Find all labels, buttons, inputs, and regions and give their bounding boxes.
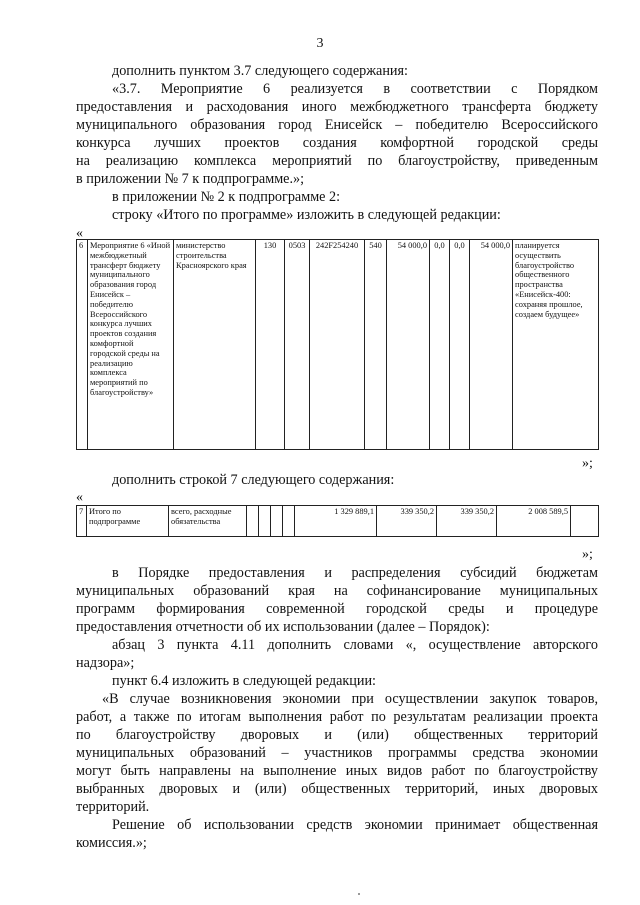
- table-subprogram-row: [76, 239, 599, 450]
- cell-value: 0,0: [450, 240, 470, 450]
- table-row: [77, 506, 599, 537]
- cell-number: 6: [77, 240, 88, 450]
- page-number: 3: [316, 36, 324, 51]
- paragraph-line: по благоустройству дворовых и (или) общественных территорий: [76, 727, 598, 743]
- cell-type: 540: [365, 240, 387, 450]
- paragraph-line: дополнить пунктом 3.7 следующего содержания:: [112, 63, 408, 79]
- cell-result: планируется осуществить благоустройство общественного пространства «Енисейск-400: сохраняя прошлое, создаем будущее»: [513, 240, 599, 450]
- paragraph-line: муниципальных образований края на софинансирование муниципальных: [76, 583, 598, 599]
- quote-close: »;: [582, 456, 593, 471]
- cell-value: 1 329 889,1: [295, 506, 377, 537]
- table-row: [77, 240, 599, 450]
- paragraph-line: выбранных дворовых и (или) общественных территорий, иных дворовых: [76, 781, 598, 797]
- paragraph-line: работ, а также по итогам выполнения работ по результатам реализации проекта: [76, 709, 598, 725]
- cell-empty: [571, 506, 599, 537]
- cell-activity: Мероприятие 6 «Иной межбюджетный трансферт бюджету муниципального образования город Енисейск – победителю Всероссийского конкурса лучших проектов создания комфортной городской среды на реализацию комплекса мероприятий по благоустройству»: [88, 240, 174, 450]
- quote-open: «: [76, 226, 83, 241]
- paragraph-line: предоставления и расходования иного межбюджетного трансферта бюджету: [76, 99, 598, 115]
- cell-empty: [247, 506, 259, 537]
- cell-code: 130: [256, 240, 285, 450]
- paragraph-line: в Порядке предоставления и распределения субсидий бюджетам: [112, 565, 598, 581]
- paragraph-line: комиссия.»;: [76, 835, 147, 851]
- paragraph-line: абзац 3 пункта 4.11 дополнить словами «, осуществление авторского: [112, 637, 598, 653]
- paragraph-line: в приложении № 7 к подпрограмме.»;: [76, 171, 305, 187]
- cell-value: 339 350,2: [437, 506, 497, 537]
- cell-empty: [283, 506, 295, 537]
- paragraph-line: строку «Итого по программе» изложить в следующей редакции:: [112, 207, 501, 223]
- paragraph-line: программ формирования современной городской среды и процедуре: [76, 601, 598, 617]
- paragraph-line: на реализацию комплекса мероприятий по благоустройству, приведенным: [76, 153, 598, 169]
- paragraph-line: дополнить строкой 7 следующего содержания:: [112, 472, 395, 488]
- cell-description: всего, расходные обязательства: [169, 506, 247, 537]
- paragraph-line: надзора»;: [76, 655, 135, 671]
- paragraph-line: пункт 6.4 изложить в следующей редакции:: [112, 673, 376, 689]
- cell-value: 54 000,0: [387, 240, 430, 450]
- cell-empty: [271, 506, 283, 537]
- paragraph-line: муниципальных образований – участников программы средства экономии: [76, 745, 598, 761]
- paragraph-line: территорий.: [76, 799, 150, 815]
- paragraph-line: Решение об использовании средств экономии принимает общественная: [112, 817, 598, 833]
- quote-close: »;: [582, 547, 593, 562]
- table-total-row: [76, 505, 599, 537]
- cell-number: 7: [77, 506, 87, 537]
- scan-speck: [358, 893, 360, 895]
- paragraph-line: «В случае возникновения экономии при осуществлении закупок товаров,: [102, 691, 598, 707]
- paragraph-line: муниципального образования город Енисейск – победителю Всероссийского: [76, 117, 598, 133]
- paragraph-line: «3.7. Мероприятие 6 реализуется в соответствии с Порядком: [112, 81, 598, 97]
- paragraph-line: конкурса лучших проектов создания комфортной городской среды: [76, 135, 598, 151]
- cell-ministry: министерство строительства Красноярского края: [174, 240, 256, 450]
- cell-total: 2 008 589,5: [497, 506, 571, 537]
- paragraph-line: в приложении № 2 к подпрограмме 2:: [112, 189, 341, 205]
- paragraph-line: могут быть направлены на выполнение иных видов работ по благоустройству: [76, 763, 598, 779]
- cell-section: 0503: [285, 240, 310, 450]
- quote-open: «: [76, 490, 83, 505]
- cell-target: 242F254240: [310, 240, 365, 450]
- paragraph-line: предоставления отчетности об их использовании (далее – Порядок):: [76, 619, 490, 635]
- cell-name: Итого по подпрограмме: [87, 506, 169, 537]
- cell-value: 339 350,2: [377, 506, 437, 537]
- cell-value: 0,0: [430, 240, 450, 450]
- cell-total: 54 000,0: [470, 240, 513, 450]
- cell-empty: [259, 506, 271, 537]
